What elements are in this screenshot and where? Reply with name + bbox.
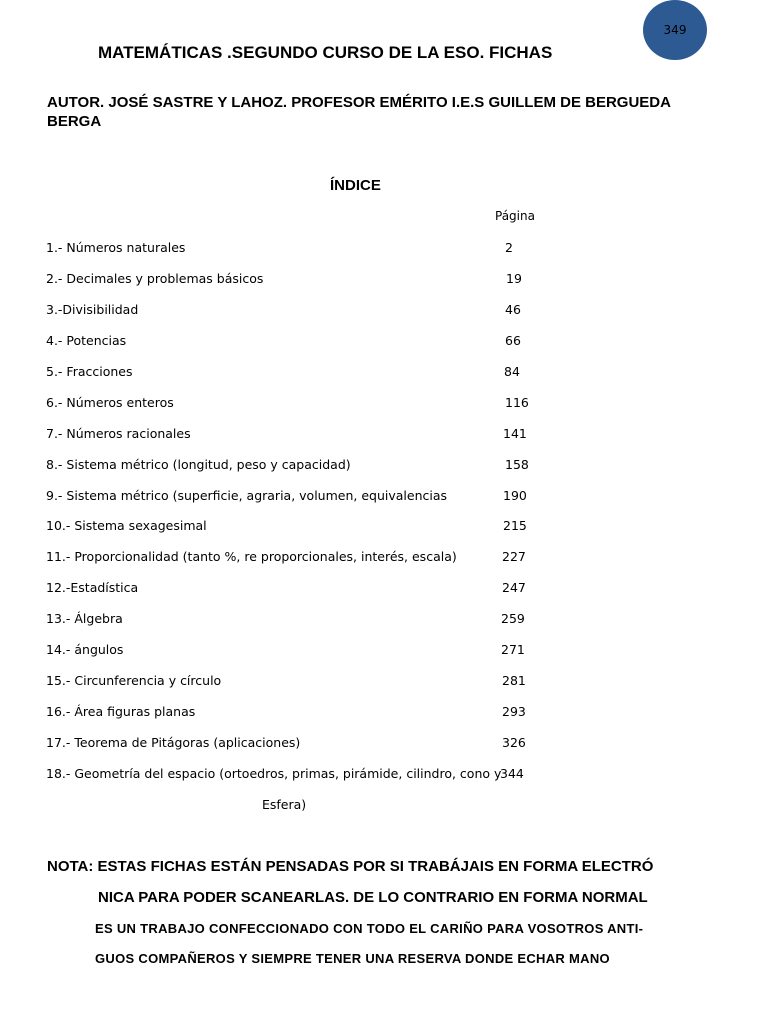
toc-entry-title: 1.- Números naturales bbox=[46, 240, 186, 255]
toc-entry-page: 116 bbox=[505, 395, 529, 410]
toc-entry-page: 259 bbox=[501, 611, 525, 626]
toc-entry-title: 3.-Divisibilidad bbox=[46, 302, 139, 317]
toc-entry bbox=[46, 580, 606, 598]
toc-entry-page: 344 bbox=[500, 766, 524, 781]
toc-entry-title: 11.- Proporcionalidad (tanto %, re proporcionales, interés, escala) bbox=[46, 549, 457, 564]
toc-entry-title: 2.- Decimales y problemas básicos bbox=[46, 271, 264, 286]
toc-entry-title: 13.- Álgebra bbox=[46, 611, 123, 626]
toc-entry-title: 10.- Sistema sexagesimal bbox=[46, 518, 207, 533]
toc-entry-page: 227 bbox=[502, 549, 526, 564]
toc-entry bbox=[46, 457, 606, 475]
toc-entry-page: 190 bbox=[503, 488, 527, 503]
toc-entry-page: 141 bbox=[503, 426, 527, 441]
toc-entry bbox=[46, 271, 606, 289]
toc-entry bbox=[46, 364, 606, 382]
toc-entry-title: 4.- Potencias bbox=[46, 333, 127, 348]
toc-entry-title: 18.- Geometría del espacio (ortoedros, primas, pirámide, cilindro, cono y bbox=[46, 766, 502, 781]
toc-entry bbox=[46, 302, 606, 320]
toc-entry-page: 19 bbox=[506, 271, 522, 286]
toc-entry bbox=[46, 611, 606, 629]
toc-entry bbox=[46, 395, 606, 413]
toc-entry bbox=[46, 240, 606, 258]
index-heading: ÍNDICE bbox=[330, 177, 381, 194]
toc-entry-page: 215 bbox=[503, 518, 527, 533]
toc-entry bbox=[46, 766, 606, 784]
toc-entry-title: 12.-Estadística bbox=[46, 580, 139, 595]
toc-entry-page: 2 bbox=[505, 240, 513, 255]
toc-entry-page: 326 bbox=[502, 735, 526, 750]
note-line: ES UN TRABAJO CONFECCIONADO CON TODO EL CARIÑO PARA VOSOTROS ANTI- bbox=[95, 921, 644, 936]
toc-entry-page: 247 bbox=[502, 580, 526, 595]
toc-entry-title: 8.- Sistema métrico (longitud, peso y capacidad) bbox=[46, 457, 351, 472]
author-line: AUTOR. JOSÉ SASTRE Y LAHOZ. PROFESOR EMÉRITO I.E.S GUILLEM DE BERGUEDA BERGA bbox=[47, 94, 671, 130]
toc-entry-title: 17.- Teorema de Pitágoras (aplicaciones) bbox=[46, 735, 301, 750]
toc-entry bbox=[46, 426, 606, 444]
toc-entry-page: 293 bbox=[502, 704, 526, 719]
toc-entry-title: 5.- Fracciones bbox=[46, 364, 133, 379]
toc-entry bbox=[46, 642, 606, 660]
note-line: NICA PARA PODER SCANEARLAS. DE LO CONTRARIO EN FORMA NORMAL bbox=[98, 889, 648, 906]
note-line: NOTA: ESTAS FICHAS ESTÁN PENSADAS POR SI TRABÁJAIS EN FORMA ELECTRÓ bbox=[47, 858, 654, 875]
toc-entry-title: 7.- Números racionales bbox=[46, 426, 191, 441]
toc-entry-page: 271 bbox=[501, 642, 525, 657]
page-number-badge bbox=[643, 0, 707, 60]
toc-entry-continuation: Esfera) bbox=[262, 797, 307, 812]
toc-entry bbox=[46, 673, 606, 691]
toc-entry bbox=[46, 518, 606, 536]
document-title: MATEMÁTICAS .SEGUNDO CURSO DE LA ESO. FICHAS bbox=[98, 43, 553, 62]
toc-entry-page: 66 bbox=[505, 333, 521, 348]
page-number: 349 bbox=[663, 23, 687, 37]
toc-entry-page: 46 bbox=[505, 302, 521, 317]
toc-entry-title: 6.- Números enteros bbox=[46, 395, 174, 410]
toc-entry-title: 15.- Circunferencia y círculo bbox=[46, 673, 222, 688]
toc-entry bbox=[46, 488, 606, 506]
toc-entry bbox=[46, 549, 606, 567]
toc-entry-page: 84 bbox=[504, 364, 520, 379]
toc-entry bbox=[46, 333, 606, 351]
toc-entry-page: 281 bbox=[502, 673, 526, 688]
toc-entry bbox=[46, 704, 606, 722]
toc-entry-title: 14.- ángulos bbox=[46, 642, 124, 657]
note-line: GUOS COMPAÑEROS Y SIEMPRE TENER UNA RESERVA DONDE ECHAR MANO bbox=[95, 951, 610, 966]
page-column-header: Página bbox=[495, 209, 535, 223]
toc-entry-title: 9.- Sistema métrico (superficie, agraria, volumen, equivalencias bbox=[46, 488, 448, 503]
toc-entry-page: 158 bbox=[505, 457, 529, 472]
toc-entry-title: 16.- Área figuras planas bbox=[46, 704, 196, 719]
toc-entry bbox=[46, 735, 606, 753]
